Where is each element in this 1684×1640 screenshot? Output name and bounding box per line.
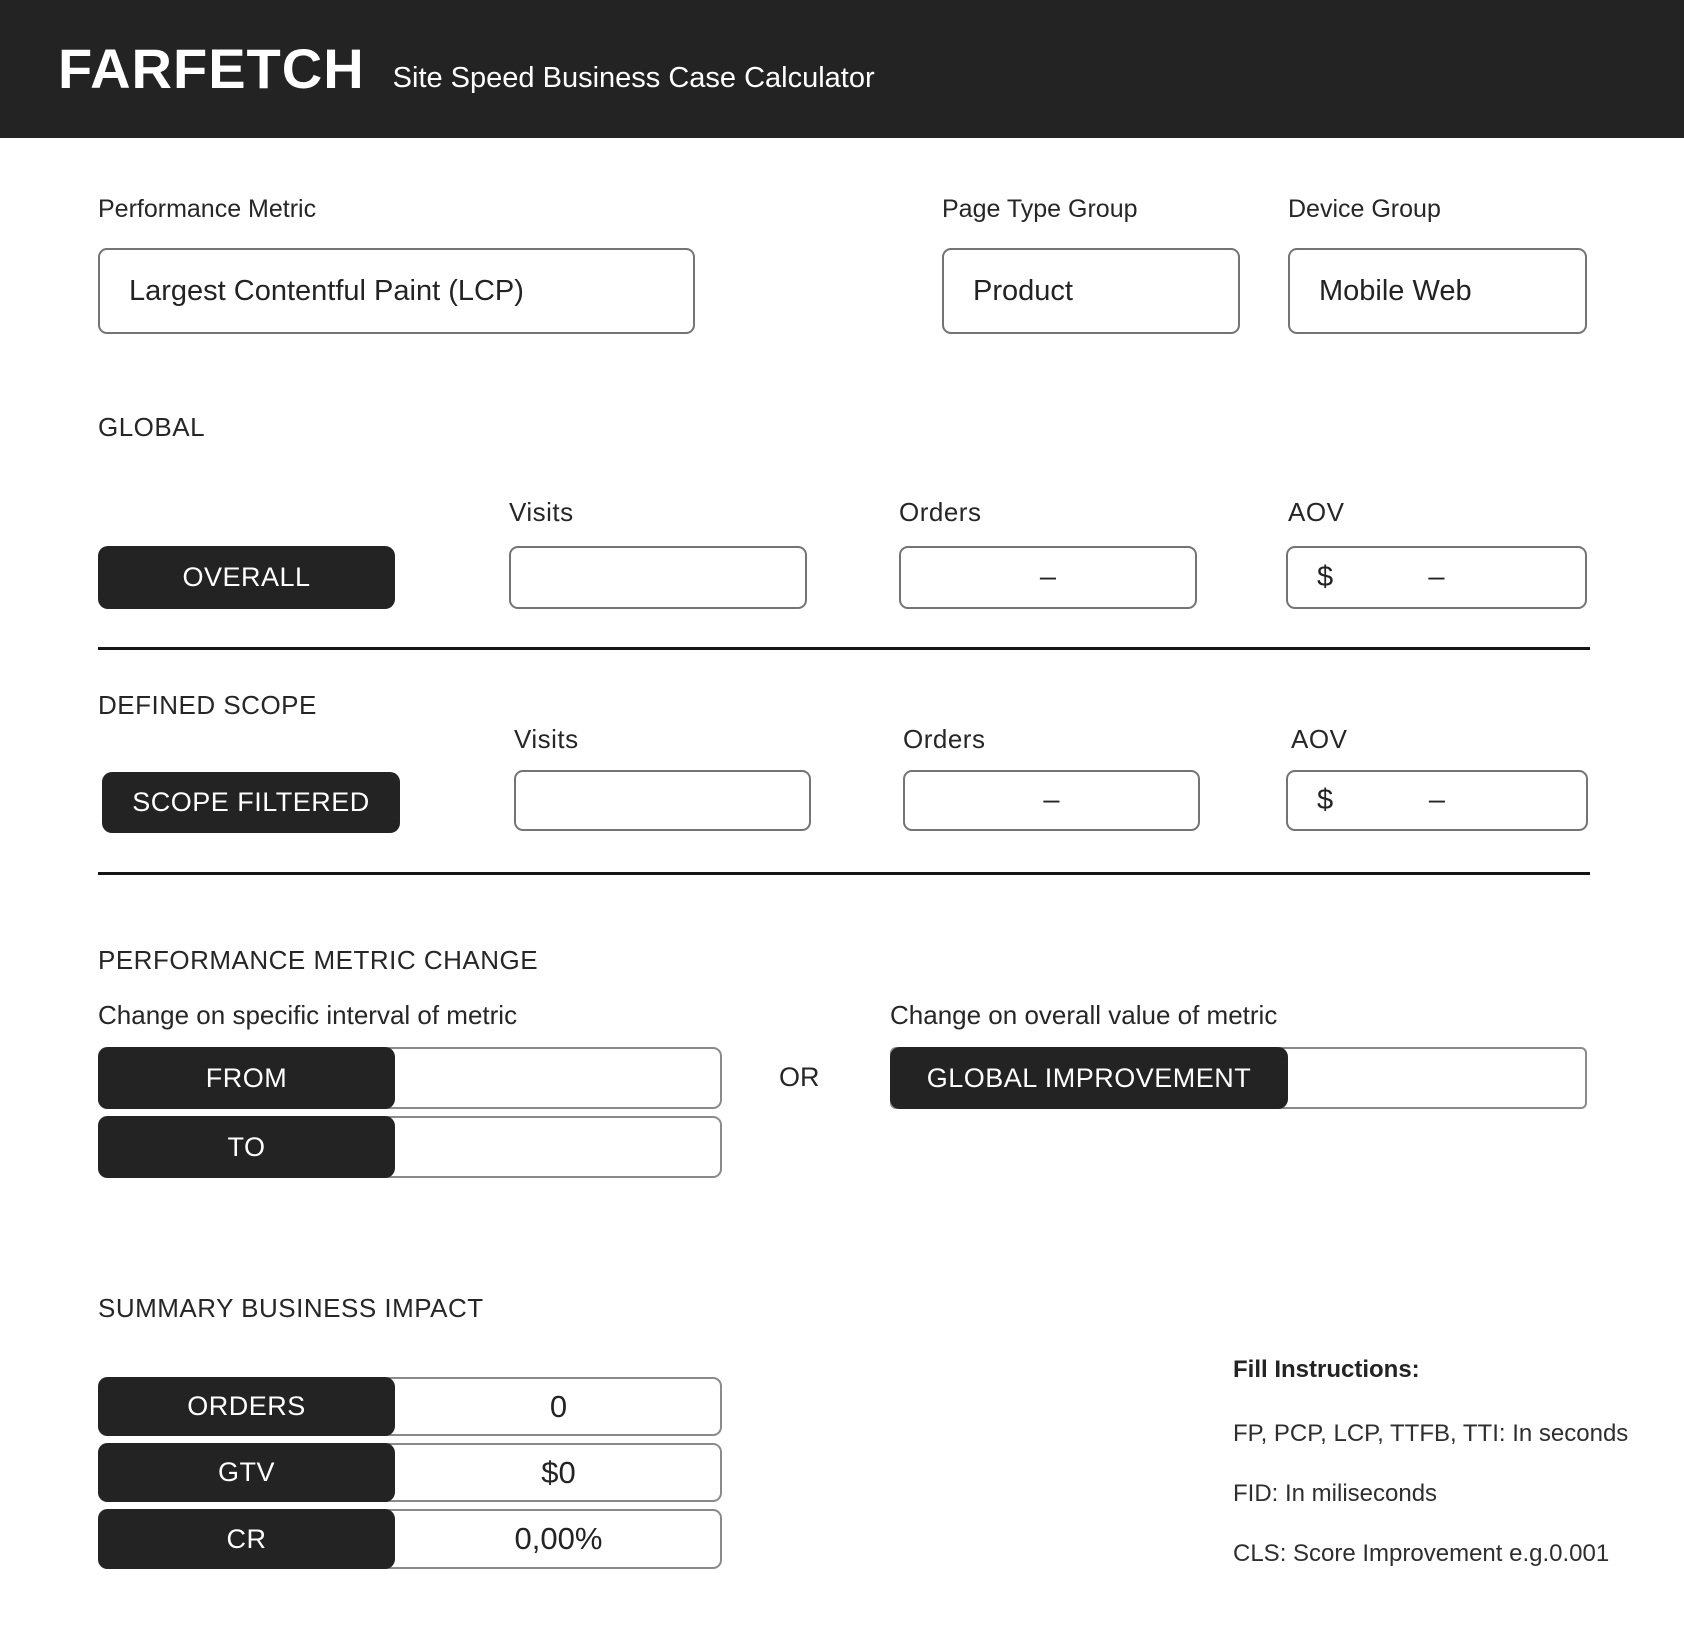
summary-orders-value: 0 (549, 1388, 568, 1424)
fill-instructions-line-cls: CLS: Score Improvement e.g.0.001 (1233, 1540, 1610, 1567)
scope-visits-label: Visits (514, 724, 579, 754)
performance-metric-value: Largest Contentful Paint (LCP) (129, 274, 524, 307)
page-type-group-select[interactable] (942, 248, 1240, 334)
scope-filtered-row-label: SCOPE FILTERED (102, 772, 400, 833)
defined-scope-title: DEFINED SCOPE (98, 690, 317, 720)
summary-orders-chip: ORDERS (98, 1377, 395, 1436)
global-orders-value: – (1039, 561, 1057, 593)
global-visits-input[interactable] (509, 546, 807, 609)
summary-cr-chip: CR (98, 1509, 395, 1569)
global-improvement-chip: GLOBAL IMPROVEMENT (890, 1047, 1288, 1109)
summary-row-orders (98, 1377, 722, 1436)
scope-aov-input[interactable] (1286, 770, 1588, 831)
device-group-label: Device Group (1288, 195, 1441, 223)
summary-cr-value: 0,00% (514, 1521, 603, 1556)
performance-metric-select[interactable] (98, 248, 695, 334)
summary-gtv-chip: GTV (98, 1443, 395, 1502)
from-chip: FROM (98, 1047, 395, 1109)
scope-orders-input[interactable] (903, 770, 1200, 831)
global-orders-label: Orders (899, 497, 982, 527)
divider-scope (98, 872, 1590, 875)
global-improvement-row (890, 1047, 1587, 1109)
global-aov-currency: $ (1317, 561, 1334, 593)
device-group-select[interactable] (1288, 248, 1587, 334)
fill-instructions-line-fid: FID: In miliseconds (1233, 1480, 1438, 1507)
scope-aov-value: – (1428, 784, 1446, 816)
overall-row-label: OVERALL (98, 546, 395, 609)
summary-row-cr (98, 1509, 722, 1569)
scope-aov-currency: $ (1317, 784, 1334, 816)
global-aov-value: – (1428, 561, 1445, 593)
summary-gtv-value: $0 (541, 1454, 576, 1490)
divider-global (98, 647, 1590, 650)
global-aov-input[interactable] (1286, 546, 1587, 609)
to-chip: TO (98, 1116, 395, 1178)
farfetch-logo: FARFETCH (58, 37, 365, 100)
scope-orders-label: Orders (903, 724, 986, 754)
page-type-group-value: Product (973, 274, 1073, 307)
from-value (395, 1047, 722, 1109)
device-group-value: Mobile Web (1319, 274, 1472, 307)
from-row (98, 1047, 722, 1109)
global-orders-input[interactable] (899, 546, 1197, 609)
summary-row-gtv (98, 1443, 722, 1502)
metric-change-title: PERFORMANCE METRIC CHANGE (98, 945, 539, 975)
app-header (0, 0, 1684, 138)
global-section-title: GLOBAL (98, 412, 206, 442)
overall-change-label: Change on overall value of metric (890, 1000, 1278, 1030)
global-aov-label: AOV (1288, 497, 1345, 527)
fill-instructions-line-seconds: FP, PCP, LCP, TTFB, TTI: In seconds (1233, 1420, 1629, 1447)
page-type-group-label: Page Type Group (942, 195, 1138, 223)
interval-change-label: Change on specific interval of metric (98, 1000, 518, 1030)
global-visits-label: Visits (509, 497, 574, 527)
app-title: Site Speed Business Case Calculator (392, 61, 875, 94)
fill-instructions-title: Fill Instructions: (1233, 1356, 1420, 1383)
scope-orders-value: – (1043, 784, 1060, 816)
to-row (98, 1116, 722, 1178)
summary-title: SUMMARY BUSINESS IMPACT (98, 1293, 484, 1323)
to-value (395, 1116, 722, 1178)
scope-visits-input[interactable] (514, 770, 811, 831)
performance-metric-label: Performance Metric (98, 195, 317, 223)
global-improvement-value (1288, 1047, 1587, 1109)
or-label: OR (779, 1062, 820, 1092)
scope-aov-label: AOV (1291, 724, 1348, 754)
